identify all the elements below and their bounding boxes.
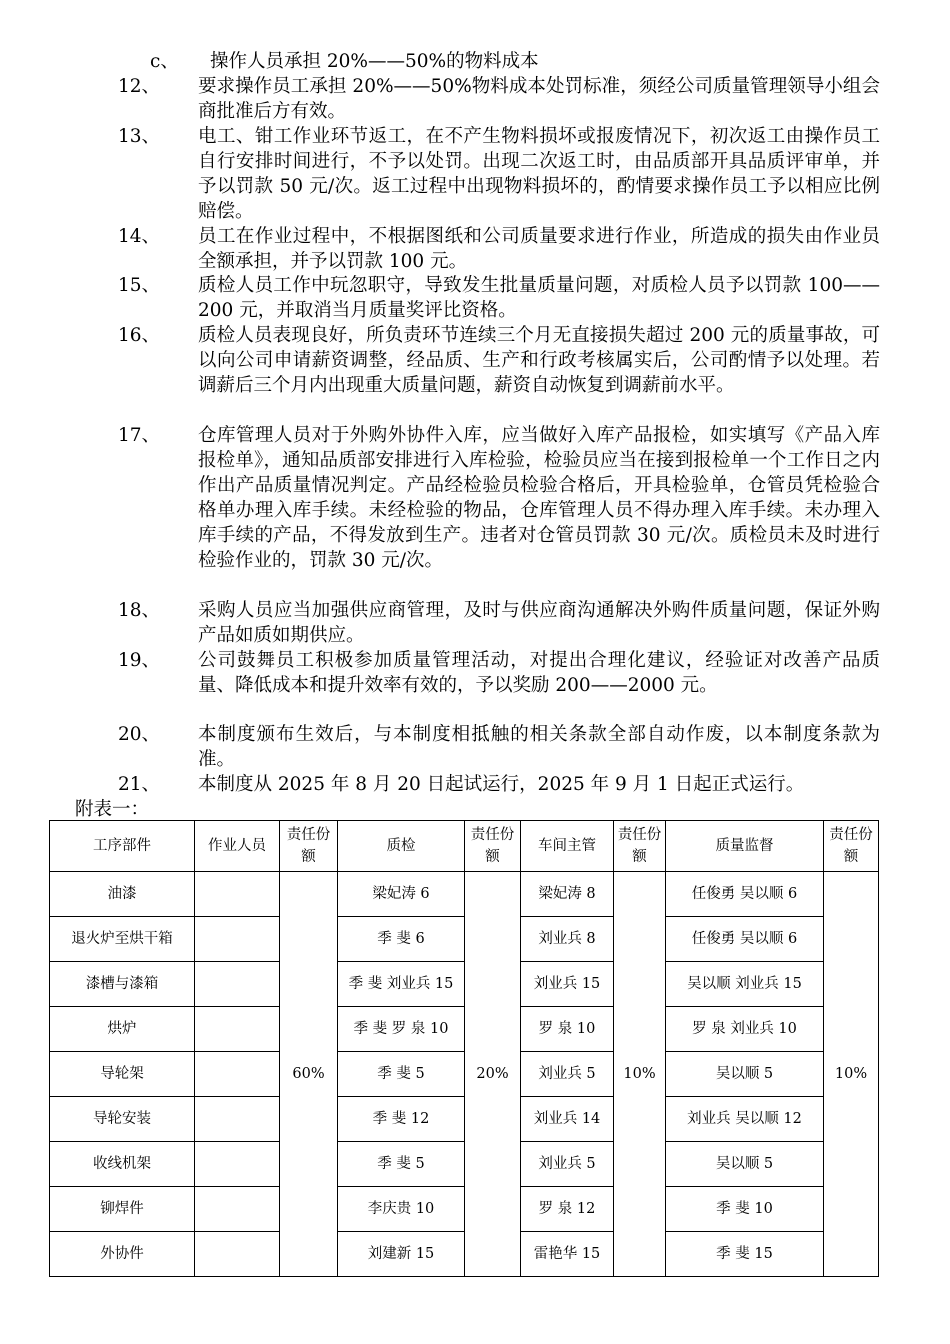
clause-number: 18、: [118, 600, 161, 621]
cell-process: 收线机架: [50, 1142, 195, 1187]
cell-qc: 季 斐 6: [338, 917, 465, 962]
cell-supervisor: 刘业兵 15: [521, 962, 614, 1007]
header-monitor: 质量监督: [666, 821, 824, 872]
clause-text: 质检人员工作中玩忽职守，导致发生批量质量问题，对质检人员予以罚款 100——200 元，并取消当月质量奖评比资格。: [198, 275, 880, 321]
cell-worker: [195, 872, 280, 917]
cell-process: 油漆: [50, 872, 195, 917]
clause-21: [118, 772, 880, 797]
clause-text: 本制度颁布生效后，与本制度相抵触的相关条款全部自动作废，以本制度条款为准。: [198, 724, 880, 770]
clause-number: 15、: [118, 275, 161, 296]
cell-monitor: 吴以顺 5: [666, 1052, 824, 1097]
clause-text: 电工、钳工作业环节返工，在不产生物料损坏或报废情况下，初次返工由操作员工自行安排时间进行，不予以处罚。出现二次返工时，由品质部开具品质评审单，并予以罚款 50 元/次。返工过程中出现物料损坏的，酌情要求操作员工予以相应比例赔偿。: [198, 126, 880, 222]
clause-number: 17、: [118, 425, 161, 446]
clause-text: 质检人员表现良好，所负责环节连续三个月无直接损失超过 200 元的质量事故，可以向公司申请薪资调整，经品质、生产和行政考核属实后，公司酌情予以处理。若调薪后三个月内出现重大质量问题，薪资自动恢复到调薪前水平。: [198, 325, 880, 396]
table-row: [50, 962, 879, 1007]
worker-share: 60%: [280, 872, 338, 1277]
clause-15: [118, 273, 880, 323]
header-qc-share: 责任份额: [465, 821, 521, 872]
table-row: [50, 1187, 879, 1232]
table-row: [50, 1142, 879, 1187]
clause-17: [118, 423, 880, 573]
cell-qc: 季 斐 5: [338, 1052, 465, 1097]
header-worker: 作业人员: [195, 821, 280, 872]
table-row: [50, 917, 879, 962]
cell-monitor: 罗 泉 刘业兵 10: [666, 1007, 824, 1052]
cell-process: 导轮架: [50, 1052, 195, 1097]
table-row: [50, 1052, 879, 1097]
clause-13: [118, 124, 880, 224]
cell-supervisor: 罗 泉 10: [521, 1007, 614, 1052]
subitem-c-number: c、: [150, 51, 179, 72]
header-supervisor-share: 责任份额: [614, 821, 666, 872]
cell-qc: 季 斐 5: [338, 1142, 465, 1187]
table-row: [50, 1007, 879, 1052]
clause-text: 采购人员应当加强供应商管理，及时与供应商沟通解决外购件质量问题，保证外购产品如质如期供应。: [198, 600, 880, 646]
subitem-c: [150, 49, 539, 74]
cell-process: 铆焊件: [50, 1187, 195, 1232]
cell-qc: 刘建新 15: [338, 1232, 465, 1277]
subitem-c-text: 操作人员承担 20%——50%的物料成本: [210, 51, 539, 72]
cell-supervisor: 梁妃涛 8: [521, 872, 614, 917]
cell-process: 退火炉至烘干箱: [50, 917, 195, 962]
cell-qc: 季 斐 罗 泉 10: [338, 1007, 465, 1052]
clause-text: 本制度从 2025 年 8 月 20 日起试运行，2025 年 9 月 1 日起正式运行。: [198, 774, 805, 795]
clause-number: 19、: [118, 650, 161, 671]
cell-worker: [195, 1187, 280, 1232]
cell-monitor: 季 斐 15: [666, 1232, 824, 1277]
monitor-share: 10%: [824, 872, 879, 1277]
clause-text: 员工在作业过程中，不根据图纸和公司质量要求进行作业，所造成的损失由作业员全额承担，并予以罚款 100 元。: [198, 226, 880, 272]
clause-18: [118, 598, 880, 648]
cell-qc: 李庆贵 10: [338, 1187, 465, 1232]
cell-process: 烘炉: [50, 1007, 195, 1052]
table-row: [50, 1097, 879, 1142]
clause-text: 公司鼓舞员工积极参加质量管理活动，对提出合理化建议，经验证对改善产品质量、降低成本和提升效率有效的，予以奖励 200——2000 元。: [198, 650, 880, 696]
cell-supervisor: 刘业兵 8: [521, 917, 614, 962]
clause-text: 要求操作员工承担 20%——50%物料成本处罚标准，须经公司质量管理领导小组会商批准后方有效。: [198, 76, 880, 122]
cell-monitor: 任俊勇 吴以顺 6: [666, 872, 824, 917]
responsibility-table: [49, 820, 879, 1277]
clause-number: 12、: [118, 76, 161, 97]
cell-monitor: 刘业兵 吴以顺 12: [666, 1097, 824, 1142]
clause-number: 20、: [118, 724, 161, 745]
table-header-row: [50, 821, 879, 872]
cell-supervisor: 雷艳华 15: [521, 1232, 614, 1277]
clause-number: 21、: [118, 774, 161, 795]
header-worker-share: 责任份额: [280, 821, 338, 872]
clause-19: [118, 648, 880, 698]
cell-qc: 季 斐 12: [338, 1097, 465, 1142]
cell-monitor: 季 斐 10: [666, 1187, 824, 1232]
supervisor-share: 10%: [614, 872, 666, 1277]
cell-monitor: 吴以顺 刘业兵 15: [666, 962, 824, 1007]
appendix-title: 附表一：: [75, 799, 150, 820]
clause-number: 14、: [118, 226, 161, 247]
cell-process: 导轮安装: [50, 1097, 195, 1142]
cell-qc: 季 斐 刘业兵 15: [338, 962, 465, 1007]
cell-process: 漆槽与漆箱: [50, 962, 195, 1007]
cell-process: 外协件: [50, 1232, 195, 1277]
clause-number: 16、: [118, 325, 161, 346]
header-monitor-share: 责任份额: [824, 821, 879, 872]
cell-worker: [195, 1097, 280, 1142]
clause-14: [118, 224, 880, 274]
cell-worker: [195, 1232, 280, 1277]
qc-share: 20%: [465, 872, 521, 1277]
cell-supervisor: 刘业兵 14: [521, 1097, 614, 1142]
clause-12: [118, 74, 880, 124]
cell-worker: [195, 917, 280, 962]
header-supervisor: 车间主管: [521, 821, 614, 872]
cell-monitor: 任俊勇 吴以顺 6: [666, 917, 824, 962]
cell-worker: [195, 1052, 280, 1097]
cell-worker: [195, 1142, 280, 1187]
cell-supervisor: 刘业兵 5: [521, 1052, 614, 1097]
cell-supervisor: 刘业兵 5: [521, 1142, 614, 1187]
table-row: [50, 1232, 879, 1277]
clause-20: [118, 722, 880, 772]
cell-qc: 梁妃涛 6: [338, 872, 465, 917]
clause-16: [118, 323, 880, 398]
cell-worker: [195, 962, 280, 1007]
cell-supervisor: 罗 泉 12: [521, 1187, 614, 1232]
clause-number: 13、: [118, 126, 161, 147]
cell-worker: [195, 1007, 280, 1052]
header-qc: 质检: [338, 821, 465, 872]
clause-text: 仓库管理人员对于外购外协件入库，应当做好入库产品报检，如实填写《产品入库报检单》，通知品质部安排进行入库检验，检验员应当在接到报检单一个工作日之内作出产品质量情况判定。产品经检验员检验合格后，开具检验单，仓管员凭检验合格单办理入库手续。未经检验的物品，仓库管理人员不得办理入库手续。未办理入库手续的产品，不得发放到生产。违者对仓管员罚款 30 元/次。质检员未及时进行检验作业的，罚款 30 元/次。: [198, 425, 880, 571]
header-process: 工序部件: [50, 821, 195, 872]
table-row: [50, 872, 879, 917]
cell-monitor: 吴以顺 5: [666, 1142, 824, 1187]
